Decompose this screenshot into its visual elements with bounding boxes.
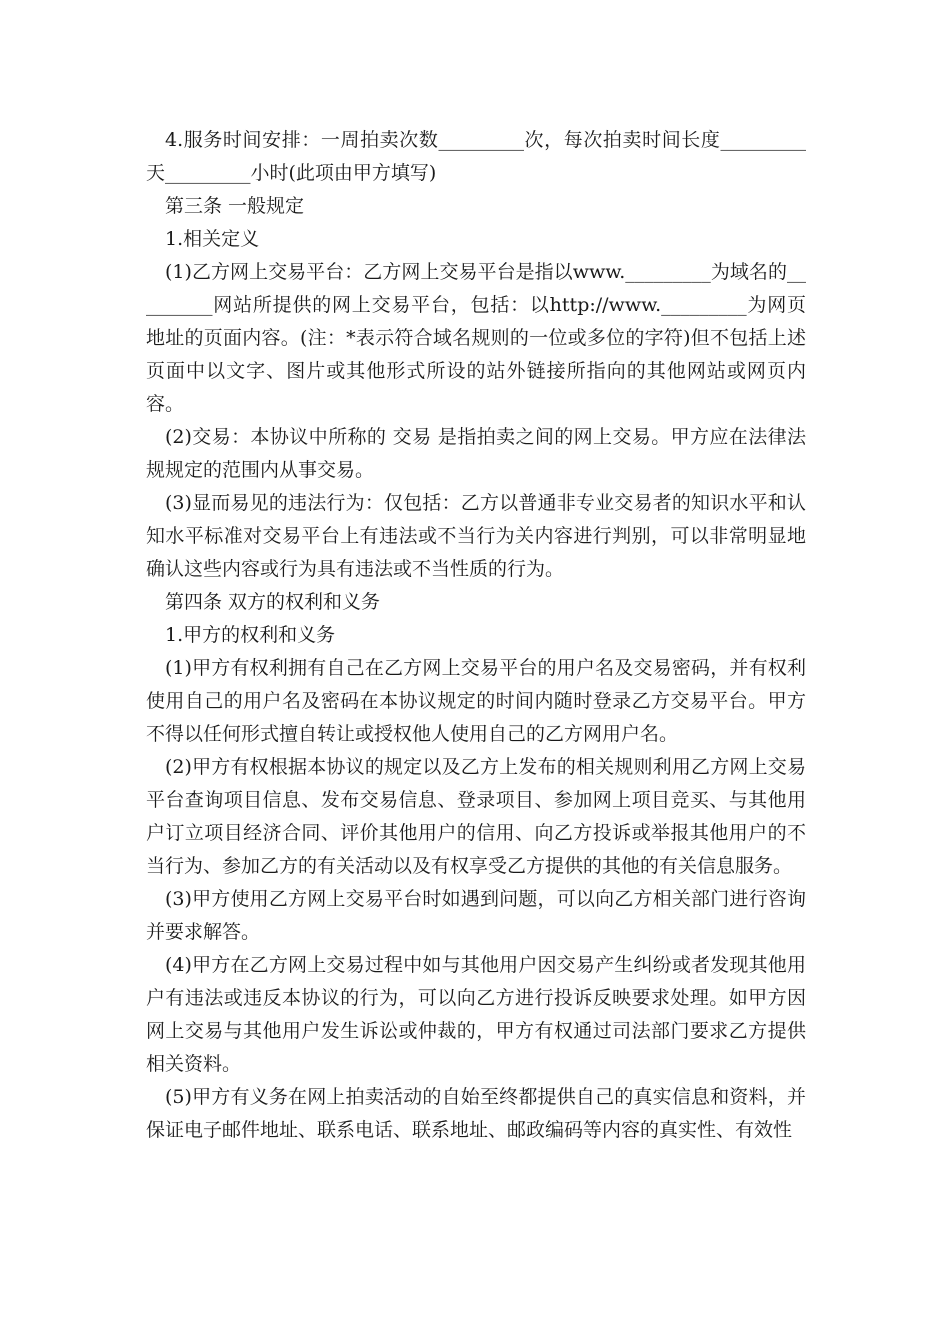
- paragraph-definition-transaction: (2)交易：本协议中所称的 交易 是指拍卖之间的网上交易。甲方应在法律法规规定的范围内从事交易。: [146, 426, 806, 481]
- paragraph-party-a-right-3: (3)甲方使用乙方网上交易平台时如遇到问题，可以向乙方相关部门进行咨询并要求解答。: [146, 888, 806, 943]
- paragraph-service-schedule: 4.服务时间安排：一周拍卖次数_________次，每次拍卖时间长度_________天_________小时(此项由甲方填写): [146, 129, 806, 184]
- heading-article-3: 第三条 一般规定: [165, 195, 305, 217]
- heading-definitions: 1.相关定义: [165, 228, 260, 250]
- paragraph-party-a-right-2: (2)甲方有权根据本协议的规定以及乙方上发布的相关规则利用乙方网上交易平台查询项目信息、发布交易信息、登录项目、参加网上项目竞买、与其他用户订立项目经济合同、评价其他用户的信用、向乙方投诉或举报其他用户的不当行为、参加乙方的有关活动以及有权享受乙方提供的其他的有关信息服务。: [146, 756, 806, 877]
- heading-party-a-rights: 1.甲方的权利和义务: [165, 624, 336, 646]
- paragraph-definition-platform: (1)乙方网上交易平台：乙方网上交易平台是指以www._________为域名的_________网站所提供的网上交易平台，包括：以http://www._________为网页地址的页面内容。(注：*表示符合域名规则的一位或多位的字符)但不包括上述页面中以文字、图片或其他形式所设的站外链接所指向的其他网站或网页内容。: [146, 261, 806, 415]
- document-page: [146, 124, 806, 1147]
- paragraph-party-a-right-5: (5)甲方有义务在网上拍卖活动的自始至终都提供自己的真实信息和资料，并保证电子邮件地址、联系电话、联系地址、邮政编码等内容的真实性、有效性: [146, 1086, 806, 1141]
- heading-article-4: 第四条 双方的权利和义务: [165, 591, 381, 613]
- paragraph-definition-illegal-act: (3)显而易见的违法行为：仅包括：乙方以普通非专业交易者的知识水平和认知水平标准对交易平台上有违法或不当行为关内容进行判别，可以非常明显地确认这些内容或行为具有违法或不当性质的行为。: [146, 492, 806, 580]
- paragraph-party-a-right-1: (1)甲方有权利拥有自己在乙方网上交易平台的用户名及交易密码，并有权利使用自己的用户名及密码在本协议规定的时间内随时登录乙方交易平台。甲方不得以任何形式擅自转让或授权他人使用自己的乙方网用户名。: [146, 657, 806, 745]
- paragraph-party-a-right-4: (4)甲方在乙方网上交易过程中如与其他用户因交易产生纠纷或者发现其他用户有违法或违反本协议的行为，可以向乙方进行投诉反映要求处理。如甲方因网上交易与其他用户发生诉讼或仲裁的，甲方有权通过司法部门要求乙方提供相关资料。: [146, 954, 806, 1075]
